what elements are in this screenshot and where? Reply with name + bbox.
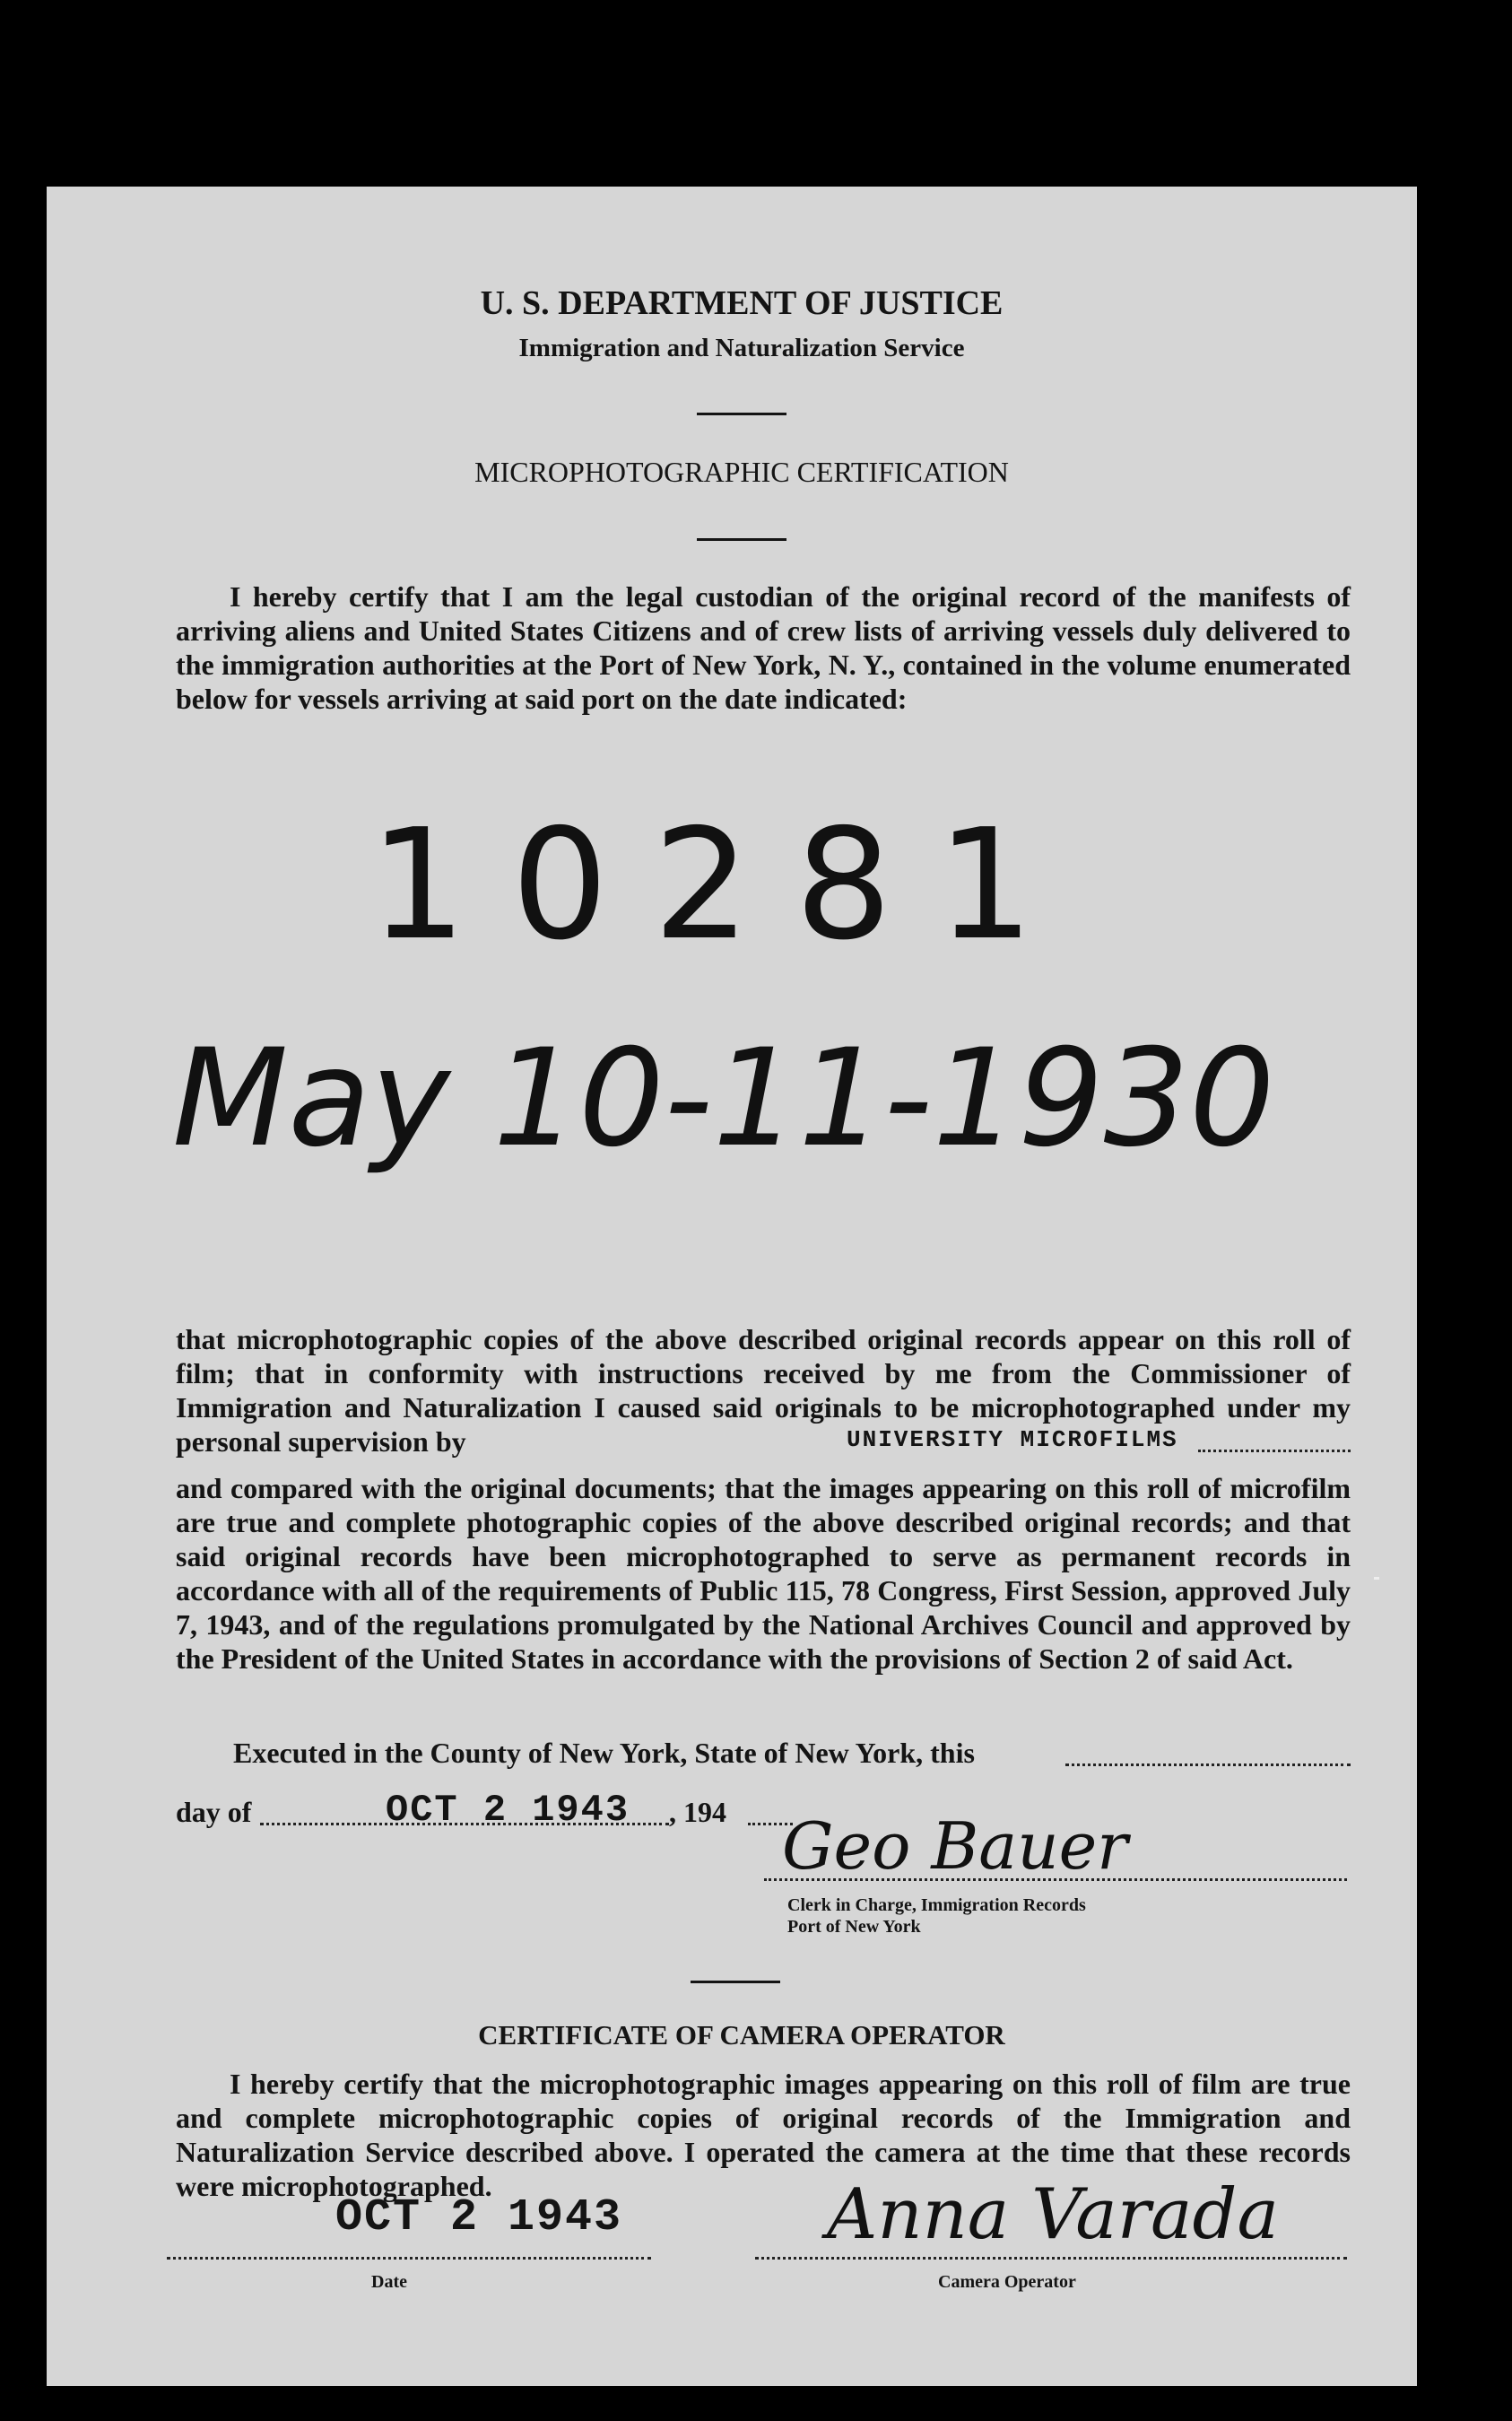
signature-line	[755, 2257, 1347, 2260]
service-subheading: Immigration and Naturalization Service	[518, 334, 965, 362]
department-heading: U. S. DEPARTMENT OF JUSTICE	[480, 284, 1004, 322]
intro-paragraph: I hereby certify that I am the legal custodian of the original record of the manifests of arriving aliens and United States Citizens and of crew lists of arriving vessels duly delivered to the immigration authorities at the Port of New York, N. Y., contained in the volume enumerated below for vessels arriving at said port on the date indicated:	[176, 580, 1351, 715]
clerk-port: Port of New York	[787, 1917, 921, 1937]
photographer-stamp: UNIVERSITY MICROFILMS	[847, 1426, 1178, 1453]
divider	[697, 538, 786, 541]
body-paragraph-2: and compared with the original documents; that the images appearing on this roll of microfilm are true and complete photographic copies of the above described original records; and that said original records have been microphotographed to serve as permanent records in accordance with all of the requirements of Public 115, 78 Congress, First Session, approved July 7, 1943, and of the regulations promulgated by the National Archives Council and approved by the President of the United States in accordance with the provisions of Section 2 of said Act.	[176, 1472, 1351, 1675]
clerk-signature: Geo Bauer	[782, 1808, 1128, 1884]
executed-line: Executed in the County of New York, State of New York, this	[233, 1737, 975, 1769]
operator-signature: Anna Varada	[827, 2174, 1279, 2255]
body-paragraph-1: that microphotographic copies of the above described original records appear on this roll of film; that in conformity with instructions received by me from the Commissioner of Immigration and Naturalization I caused said originals to be microphotographed under my personal supervision by	[176, 1323, 1351, 1458]
camera-operator-title: CERTIFICATE OF CAMERA OPERATOR	[478, 2019, 1005, 2051]
certificate-page	[47, 187, 1417, 2386]
date-line	[167, 2257, 651, 2260]
volume-date: May 10-11-1930	[172, 1021, 1275, 1177]
divider	[691, 1981, 780, 1983]
date-label: Date	[371, 2272, 407, 2292]
execution-date-stamp: OCT 2 1943	[386, 1789, 630, 1832]
operator-date-stamp: OCT 2 1943	[335, 2192, 623, 2243]
day-of-label: day of	[176, 1796, 252, 1828]
year-prefix: , 194	[669, 1796, 726, 1828]
signature-line	[764, 1878, 1347, 1881]
document-title: MICROPHOTOGRAPHIC CERTIFICATION	[474, 456, 1009, 488]
operator-label: Camera Operator	[938, 2272, 1076, 2292]
camera-operator-paragraph: I hereby certify that the microphotographic images appearing on this roll of film are true and complete microphotographic copies of original records of the Immigration and Naturalization Service described above. I operated the camera at the time that these records were microphotographed.	[176, 2068, 1351, 2202]
dotted-line	[1198, 1450, 1351, 1452]
dotted-line	[1065, 1763, 1351, 1766]
clerk-title: Clerk in Charge, Immigration Records	[787, 1895, 1086, 1915]
volume-number: 10281	[369, 797, 1079, 974]
divider	[697, 413, 786, 415]
